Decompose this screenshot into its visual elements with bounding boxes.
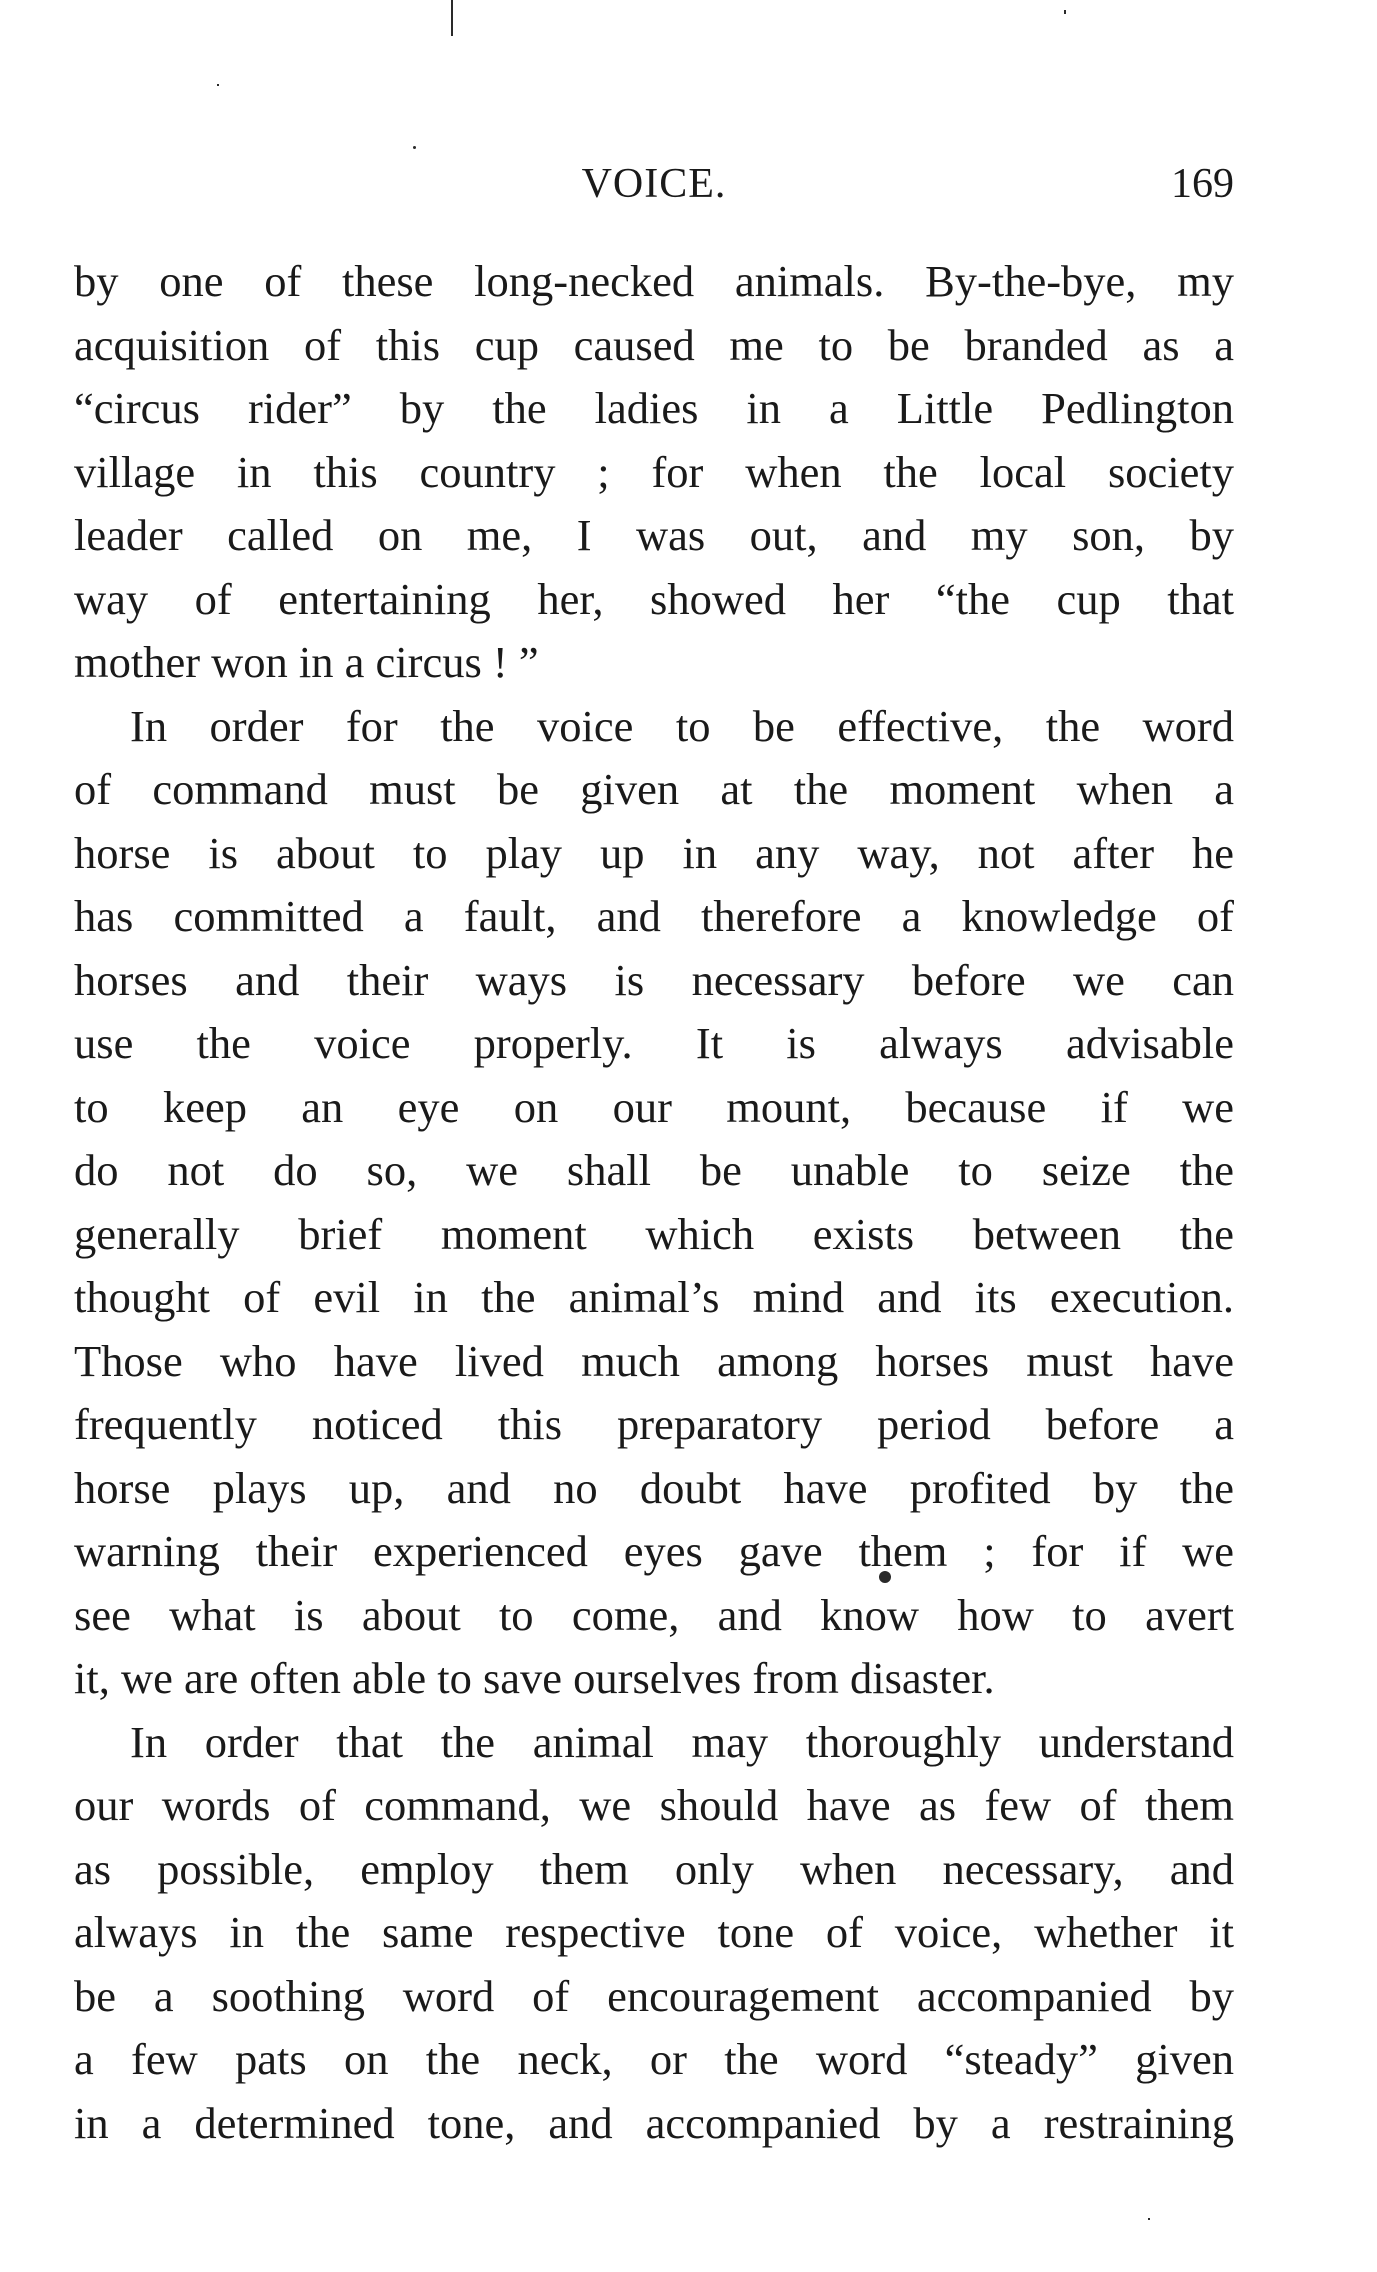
text-line: frequently noticed this preparatory period before a	[74, 1399, 1234, 1449]
text-line: thought of evil in the animal’s mind and its execution.	[74, 1272, 1234, 1322]
text-line: In order for the voice to be effective, the word	[130, 700, 1234, 751]
print-speck	[413, 146, 416, 149]
text-line: a few pats on the neck, or the word “steady” given	[74, 2034, 1234, 2084]
print-mark	[451, 0, 453, 36]
page-number: 169	[1171, 161, 1234, 207]
running-title: VOICE.	[581, 161, 727, 207]
text-line: by one of these long-necked animals. By-the-bye, my	[74, 256, 1234, 306]
text-line: village in this country ; for when the local society	[74, 446, 1234, 497]
text-line: as possible, employ them only when necessary, and	[74, 1843, 1234, 1894]
print-speck	[1148, 2218, 1150, 2220]
text-line: in a determined tone, and accompanied by a restraining	[74, 2097, 1234, 2148]
print-speck	[217, 84, 219, 86]
text-line: see what is about to come, and know how to avert	[74, 1589, 1234, 1640]
text-line: of command must be given at the moment when a	[74, 764, 1234, 814]
text-line: to keep an eye on our mount, because if we	[74, 1081, 1234, 1132]
text-line: way of entertaining her, showed her “the cup that	[74, 573, 1234, 624]
text-line: “circus rider” by the ladies in a Little Pedlington	[74, 383, 1234, 433]
text-line: Those who have lived much among horses must have	[74, 1335, 1234, 1386]
text-line: horses and their ways is necessary before we can	[74, 954, 1234, 1005]
print-speck	[1064, 10, 1066, 14]
text-line: be a soothing word of encouragement accompanied by	[74, 1970, 1234, 2021]
text-line: use the voice properly. It is always advisable	[74, 1018, 1234, 1068]
text-line: In order that the animal may thoroughly understand	[130, 1716, 1234, 1767]
text-line: our words of command, we should have as few of them	[74, 1780, 1234, 1830]
text-line: horse is about to play up in any way, not after he	[74, 827, 1234, 878]
text-line: leader called on me, I was out, and my son, by	[74, 510, 1234, 560]
text-line: mother won in a circus ! ”	[74, 637, 539, 687]
body-text	[74, 250, 1234, 2155]
text-line: always in the same respective tone of voice, whether it	[74, 1907, 1234, 1957]
text-line: horse plays up, and no doubt have profited by the	[74, 1462, 1234, 1513]
text-line: warning their experienced eyes gave them ; for if we	[74, 1526, 1234, 1576]
page-header	[74, 160, 1234, 220]
text-line: do not do so, we shall be unable to seize the	[74, 1145, 1234, 1195]
text-line: generally brief moment which exists between the	[74, 1208, 1234, 1259]
text-line: acquisition of this cup caused me to be branded as a	[74, 319, 1234, 370]
text-line: it, we are often able to save ourselves from disaster.	[74, 1653, 995, 1703]
text-line: has committed a fault, and therefore a knowledge of	[74, 891, 1234, 941]
